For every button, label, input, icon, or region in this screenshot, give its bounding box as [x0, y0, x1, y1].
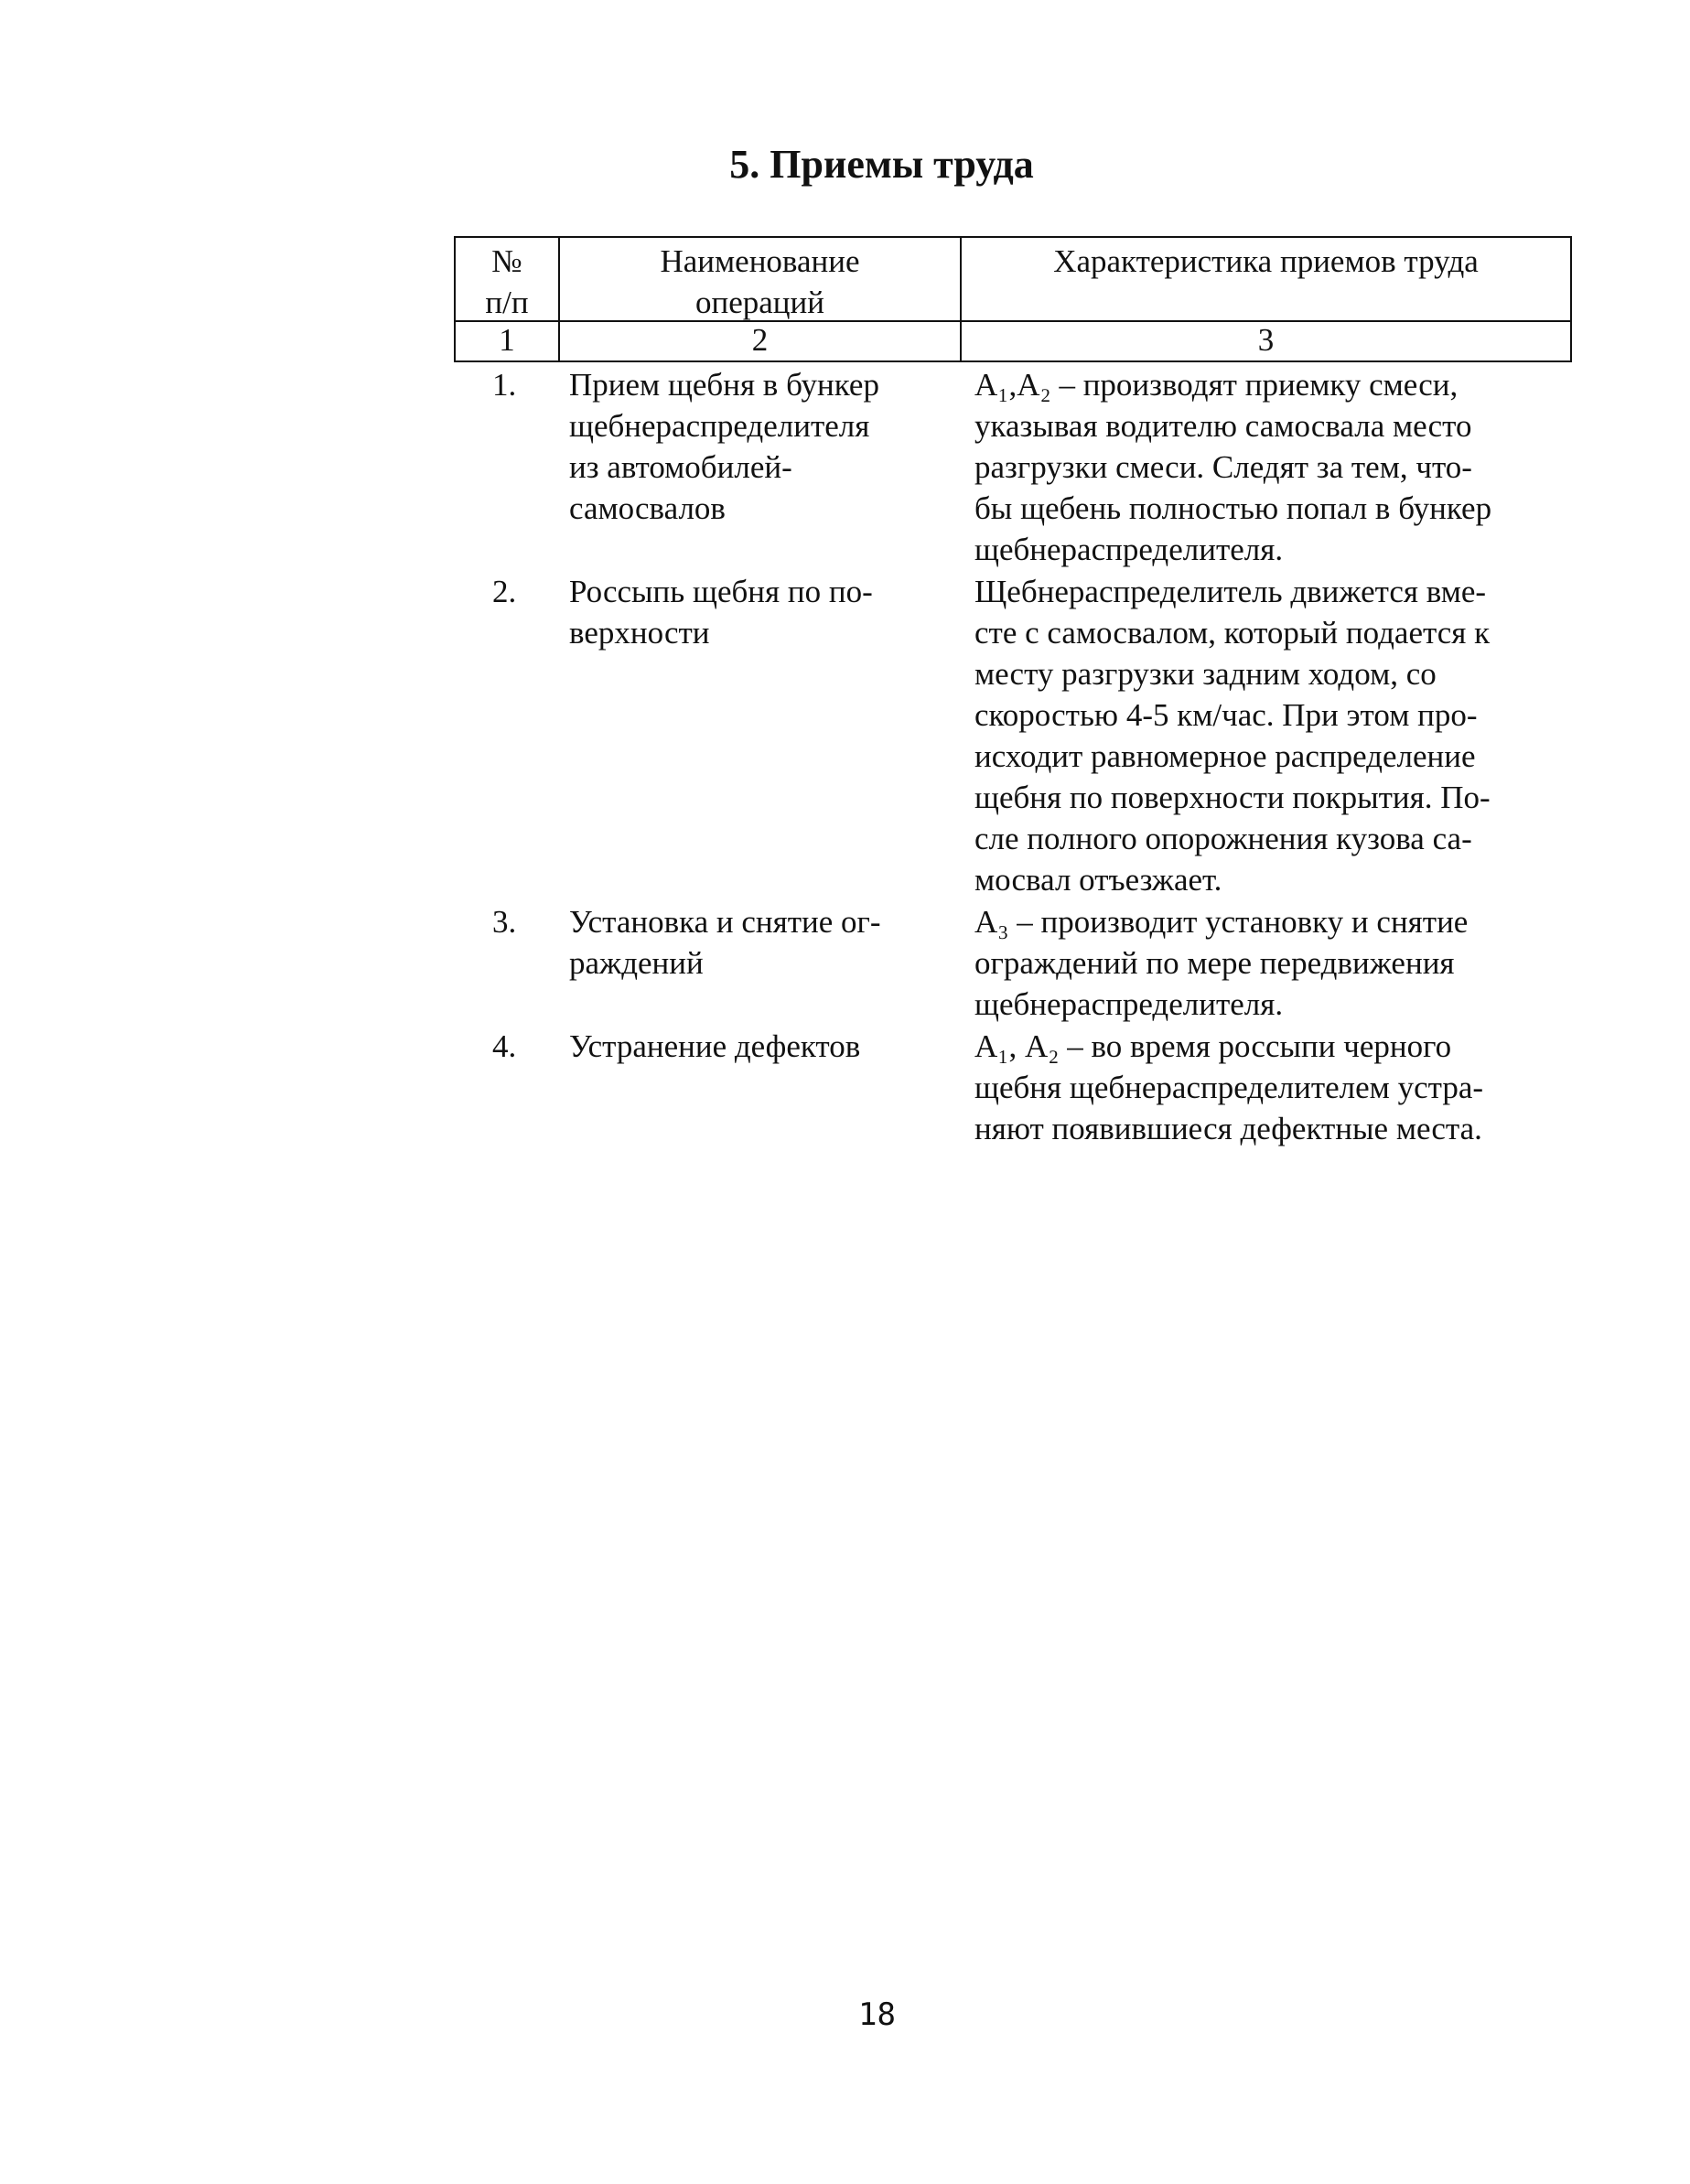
row-number: 4. [492, 1028, 517, 1064]
table-row [454, 571, 1572, 901]
operation-name: Установка и снятие ог- раждений [569, 904, 881, 981]
operation-description: Щебнераспределитель движется вме- сте с самосвалом, который подается к месту разгрузки задним ходом, со скоростью 4-5 км/час. При этом про- исходит равномерное распределение щебня по поверхности покрытия. По- сле полного опорожнения кузова са- мосвал отъезжает. [974, 574, 1491, 898]
page-number: 18 [858, 1996, 896, 2033]
table-row [454, 901, 1572, 1026]
operation-description: А₁, А₂ – во время россыпи черного щебня щебнераспределителем устра- няют появившиеся дефектные места. [974, 1028, 1484, 1146]
table-header [454, 236, 1572, 320]
column-number: 1 [454, 320, 558, 362]
operation-name: Устранение дефектов [569, 1028, 861, 1064]
header-col-operation: Наименование операций [558, 236, 960, 320]
table-row [454, 364, 1572, 571]
row-number: 1. [492, 367, 517, 403]
column-number: 3 [960, 320, 1572, 362]
operation-description: А₁,А₂ – производят приемку смеси, указывая водителю самосвала место разгрузки смеси. Следят за тем, что- бы щебень полностью попал в бункер щебнераспределителя. [974, 367, 1492, 567]
operation-name: Прием щебня в бункер щебнераспределителя из автомобилей- самосвалов [569, 367, 879, 526]
operation-name: Россыпь щебня по по- верхности [569, 574, 873, 651]
table-row [454, 1026, 1572, 1149]
section-title: 5. Приемы труда [729, 142, 1034, 187]
work-methods-table [454, 236, 1572, 1149]
column-number: 2 [558, 320, 960, 362]
header-col-number: № п/п [454, 236, 558, 320]
row-number: 3. [492, 904, 517, 940]
header-col-characteristics: Характеристика приемов труда [960, 236, 1572, 320]
operation-description: А₃ – производит установку и снятие ограждений по мере передвижения щебнераспределителя. [974, 904, 1469, 1022]
column-number-row [454, 320, 1572, 362]
row-number: 2. [492, 574, 517, 609]
